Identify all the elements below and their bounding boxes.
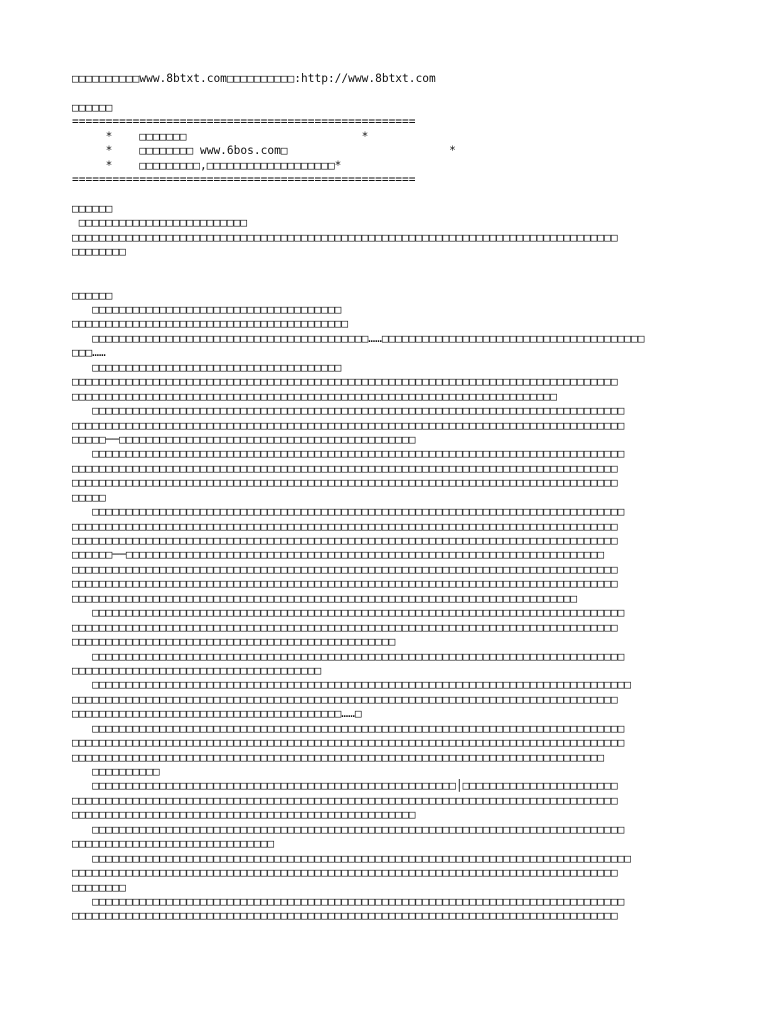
body-text-line: □□□□□□□□□□□□□□□□□□□□□□□□□□□□□□□□□□□□□□□□□□□□□□□□□□□□□□□□□□□□□□□□□□□□□□□□□□□□□□□: [72, 447, 625, 461]
body-text-line: □□□□□□□□□□□□□□□□□□□□□□□□□□□□□□□□□□□□□□□□□□□□□□□□□□□□□□□□□□□□□□□□□□□□□□□□□□□□□□□: [72, 750, 605, 764]
banner-row: * □□□□□□□□□,□□□□□□□□□□□□□□□□□□□*: [72, 158, 342, 172]
body-text-line: □□□□□□□□□□□□□□□□□□□□□□□□□□□□□□□□□□□□□□□□□□□□□□□□□□□□□□□□□□□□□□□□□□□□□□□□□□□□□□□□□□: [72, 736, 625, 750]
body-text-line: □□□□□□□□□□□□□□□□□□□□□□□□□□□□□□□□□□□□□□□□□□□□□□□□□□□□□□□□□□□□□□□□□□□□□□□□□□□□□□□□□: [72, 461, 618, 475]
body-text-line: □□□□□□□□□□□□□□□□□□□□□□□□□□□□□□□□□□□□□□□□□□□□□□□□□□□□□□│□□□□□□□□□□□□□□□□□□□□□□□: [72, 779, 618, 793]
body-text-line: □□□□□□□□□□□□□□□□□□□□□□□□□□□□□□□□□□□□□□□□□□□□□□□□□□□□□□□□□□□□□□□□□□□□□□□□□□□□□□□□□: [72, 620, 618, 634]
body-text-line: □□□□□□□□□□□□□□□□□□□□□□□□□□□□□□□□□□□□□□□□□……□□□□□□□□□□□□□□□□□□□□□□□□□□□□□□□□□□□□□□□: [72, 331, 645, 345]
body-text-line: □□□□□□□□□□□□□□□□□□□□□□□□□□□□□□□□□□□□□□□□□□□□□□□□□□□□□□□□□□□□□□□□□□□□□□□□□□□□□□□□: [72, 851, 632, 865]
banner-title: □□□□□□: [72, 100, 113, 114]
body-text-line: □□□□□□□□□□□□□□□□□□□□□□□□□□□□□□□□□□□□□: [72, 303, 342, 316]
body-text-line: □□□□□: [72, 490, 106, 504]
body-text-line: □□□□□□□□□□□□□□□□□□□□□□□□□□□□□□□□□□□□□□□□□□□□□□□□□□□□□□□□□□□□□□□□□□□□□□□□□□□□□□□: [72, 606, 625, 620]
chapter-title: □□□□□□: [72, 288, 113, 302]
body-text-line: □□□□□──□□□□□□□□□□□□□□□□□□□□□□□□□□□□□□□□□□□□□□□□□□□□: [72, 432, 416, 446]
body-text-line: □□□□□□□□□□□□□□□□□□□□□□□□□□□□□□□□□□□□□: [72, 360, 342, 374]
body-text-line: □□□□□□□□□□□□□□□□□□□□□□□□□□□□□□□□□□□□□□□□□□□□□□□□□□□□□□□□□□□□□□□□□□□□□□□□□□□□□□□□□: [72, 866, 618, 880]
intro-line: □□□□□□□□□□□□□□□□□□□□□□□□□: [72, 216, 248, 230]
body-text-line: □□□□□□□□□□□□□□□□□□□□□□□□□□□□□□□□□□□□□□□□□□□□□□□□□□□□□□□□□□□□□□□□□□□□□□□□□□□□□□□□□□: [72, 418, 625, 432]
blank-line: [72, 188, 712, 202]
body-text-line: □□□□□□□□□□□□□□□□□□□□□□□□□□□□□□□□□□□□□□□□□□□□□□□□□□□□□□□□□□□□□□□□□□□□□□□□: [72, 389, 557, 403]
body-text-line: □□□□□□□□□□□□□□□□□□□□□□□□□□□□□□□□□□□□□□□□□□□□□□□□: [72, 635, 396, 649]
blank-line: [72, 86, 712, 100]
body-text-line: □□□□□□□□: [72, 880, 126, 894]
source-header-line: □□□□□□□□□□www.8btxt.com□□□□□□□□□□:http://www.8btxt.com: [72, 72, 436, 85]
banner-rule-top: ===================================================: [72, 115, 416, 129]
intro-line: □□□□□□□□: [72, 245, 126, 259]
body-text-line: □□□……: [72, 346, 106, 360]
body-text-line: □□□□□□□□□□□□□□□□□□□□□□□□□□□□□□□□□□□□□□□□□□□□□□□□□□□: [72, 808, 416, 822]
body-text-line: □□□□□□□□□□□□□□□□□□□□□□□□□□□□□□□□□□□□□□□□□□□□□□□□□□□□□□□□□□□□□□□□□□□□□□□□□□□□□□□□: [72, 678, 632, 692]
body-text-line: □□□□□□□□□□□□□□□□□□□□□□□□□□□□□□□□□□□□□: [72, 663, 322, 677]
banner-row: * □□□□□□□□ www.6bos.com□ *: [72, 144, 456, 158]
body-text-line: □□□□□□□□□□□□□□□□□□□□□□□□□□□□□□□□□□□□□□□□□□□□□□□□□□□□□□□□□□□□□□□□□□□□□□□□□□□□□□□□□: [72, 562, 618, 576]
blank-line: [72, 260, 712, 274]
body-text-line: □□□□□□□□□□□□□□□□□□□□□□□□□□□□□□□□□□□□□□□□□: [72, 317, 349, 331]
body-text-line: □□□□□□□□□□□□□□□□□□□□□□□□□□□□□□□□□□□□□□□□□□□□□□□□□□□□□□□□□□□□□□□□□□□□□□□□□□□□□□□: [72, 505, 625, 519]
blank-line: [72, 274, 712, 288]
body-text-line: □□□□□□□□□□□□□□□□□□□□□□□□□□□□□□: [72, 837, 275, 851]
body-text-line: □□□□□□□□□□□□□□□□□□□□□□□□□□□□□□□□□□□□□□□□□□□□□□□□□□□□□□□□□□□□□□□□□□□□□□□□□□□□□□□□□: [72, 577, 618, 591]
body-text-line: □□□□□□□□□□□□□□□□□□□□□□□□□□□□□□□□□□□□□□□□□□□□□□□□□□□□□□□□□□□□□□□□□□□□□□□□□□□□□□□□□: [72, 692, 618, 706]
body-text-line: □□□□□□□□□□□□□□□□□□□□□□□□□□□□□□□□□□□□□□□□□□□□□□□□□□□□□□□□□□□□□□□□□□□□□□□□□□□□□□□□□: [72, 476, 618, 490]
body-text-line: □□□□□□□□□□□□□□□□□□□□□□□□□□□□□□□□□□□□□□□□□□□□□□□□□□□□□□□□□□□□□□□□□□□□□□□□□□□□□□□□□: [72, 519, 618, 533]
banner-row: * □□□□□□□ *: [72, 129, 369, 143]
body-text-line: □□□□□□□□□□□□□□□□□□□□□□□□□□□□□□□□□□□□□□□□□□□□□□□□□□□□□□□□□□□□□□□□□□□□□□□□□□□□□□□□□: [72, 534, 618, 547]
body-text-line: □□□□□□□□□□□□□□□□□□□□□□□□□□□□□□□□□□□□□□□□□□□□□□□□□□□□□□□□□□□□□□□□□□□□□□□□□□□□□□□: [72, 894, 625, 908]
body-text-line: □□□□□□□□□□□□□□□□□□□□□□□□□□□□□□□□□□□□□□□□□□□□□□□□□□□□□□□□□□□□□□□□□□□□□□□□□□□□□□□: [72, 822, 625, 836]
body-text-line: □□□□□□□□□□□□□□□□□□□□□□□□□□□□□□□□□□□□□□□□□□□□□□□□□□□□□□□□□□□□□□□□□□□□□□□□□□□□□□□: [72, 721, 625, 735]
intro-line: □□□□□□□□□□□□□□□□□□□□□□□□□□□□□□□□□□□□□□□□□□□□□□□□□□□□□□□□□□□□□□□□□□□□□□□□□□□□□□□□□: [72, 230, 618, 244]
body-text-line: □□□□□□□□□□□□□□□□□□□□□□□□□□□□□□□□□□□□□□□□□□□□□□□□□□□□□□□□□□□□□□□□□□□□□□□□□□□: [72, 591, 578, 605]
body-text-line: □□□□□□□□□□□□□□□□□□□□□□□□□□□□□□□□□□□□□□□□……□: [72, 707, 362, 721]
chapter-body: [72, 303, 712, 924]
body-text-line: □□□□□□□□□□□□□□□□□□□□□□□□□□□□□□□□□□□□□□□□□□□□□□□□□□□□□□□□□□□□□□□□□□□□□□□□□□□□□□□: [72, 649, 625, 663]
body-text-line: □□□□□□□□□□□□□□□□□□□□□□□□□□□□□□□□□□□□□□□□□□□□□□□□□□□□□□□□□□□□□□□□□□□□□□□□□□□□□□□: [72, 404, 625, 418]
body-text-line: □□□□□□□□□□: [72, 765, 160, 778]
banner-rule-bottom: ===================================================: [72, 173, 416, 187]
body-text-line: □□□□□□□□□□□□□□□□□□□□□□□□□□□□□□□□□□□□□□□□□□□□□□□□□□□□□□□□□□□□□□□□□□□□□□□□□□□□□□□□□: [72, 793, 618, 807]
body-text-line: □□□□□□□□□□□□□□□□□□□□□□□□□□□□□□□□□□□□□□□□□□□□□□□□□□□□□□□□□□□□□□□□□□□□□□□□□□□□□□□□□: [72, 375, 618, 389]
intro-title: □□□□□□: [72, 201, 113, 215]
text-document: [72, 72, 712, 924]
body-text-line: □□□□□□□□□□□□□□□□□□□□□□□□□□□□□□□□□□□□□□□□□□□□□□□□□□□□□□□□□□□□□□□□□□□□□□□□□□□□□□□□□: [72, 909, 618, 923]
body-text-line: □□□□□□──□□□□□□□□□□□□□□□□□□□□□□□□□□□□□□□□□□□□□□□□□□□□□□□□□□□□□□□□□□□□□□□□□□□□□□□: [72, 548, 605, 562]
